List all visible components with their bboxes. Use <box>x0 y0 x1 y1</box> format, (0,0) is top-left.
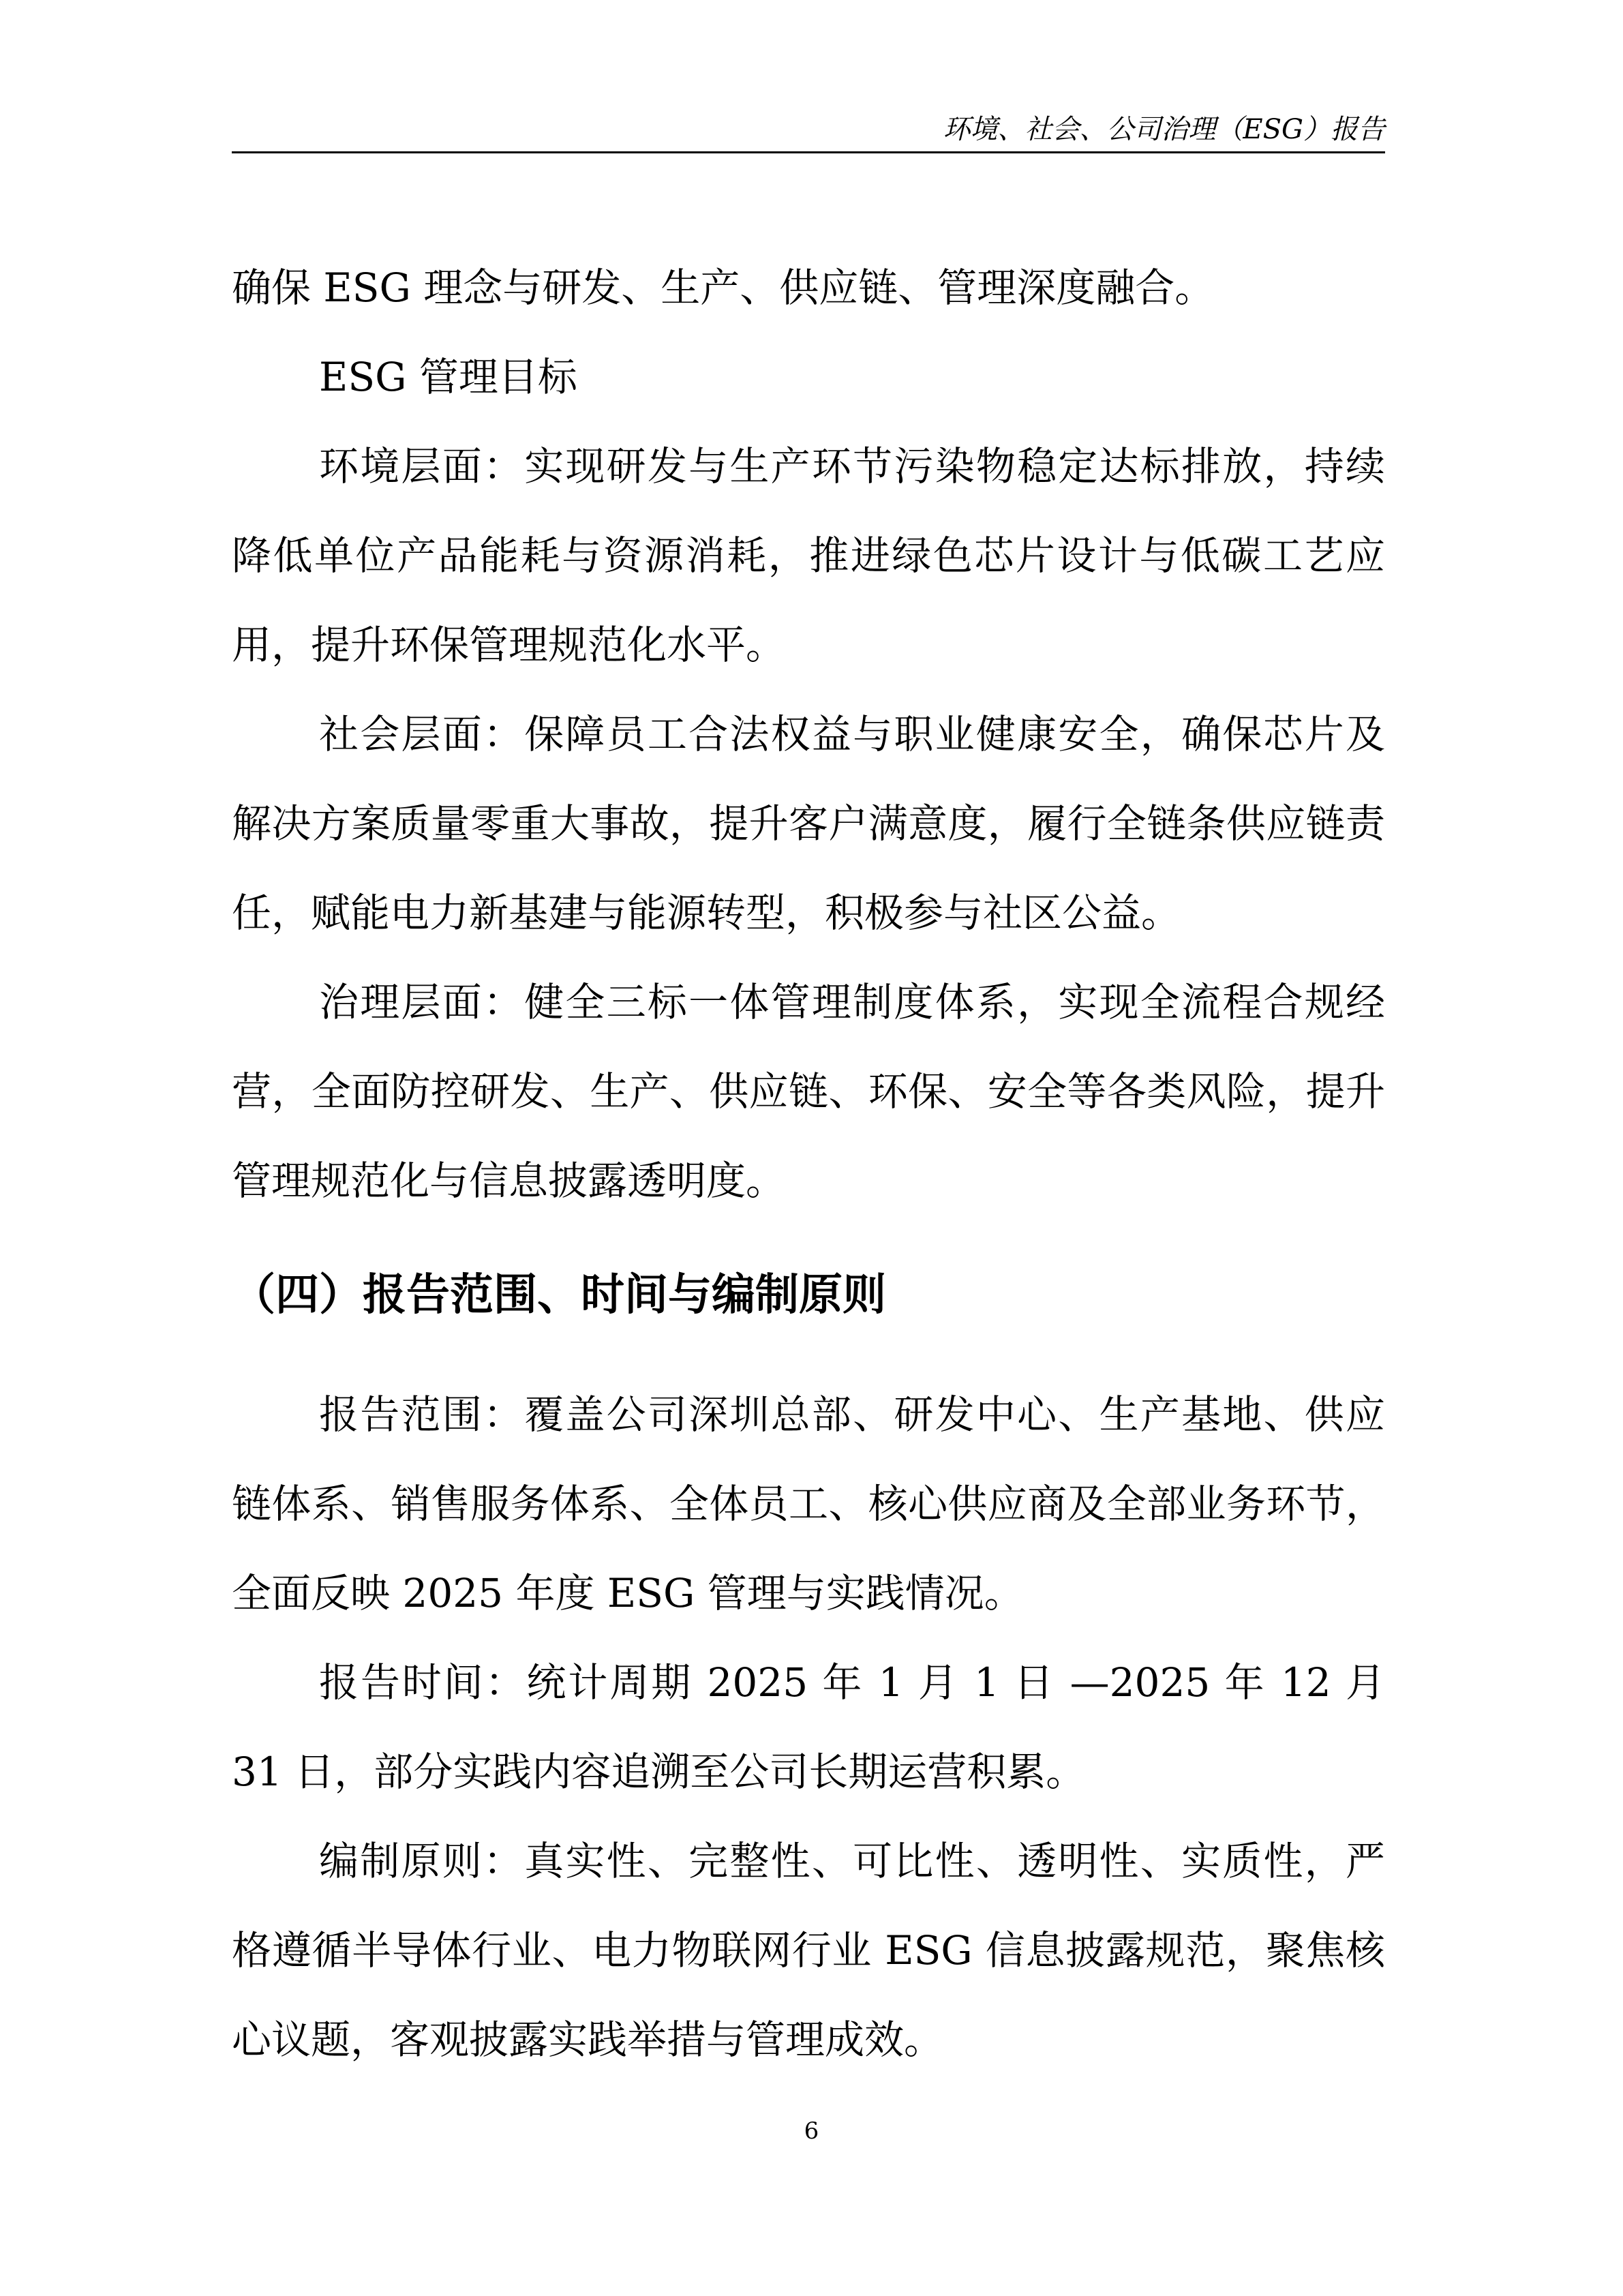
paragraph-environment: 环境层面：实现研发与生产环节污染物稳定达标排放，持续降低单位产品能耗与资源消耗，推进绿色芯片设计与低碳工艺应用，提升环保管理规范化水平。 <box>232 443 1385 668</box>
page-header <box>232 109 1385 153</box>
paragraph-continuation: 确保 ESG 理念与研发、生产、供应链、管理深度融合。 <box>232 265 1215 311</box>
paragraph-governance: 治理层面：健全三标一体管理制度体系，实现全流程合规经营，全面防控研发、生产、供应链、环保、安全等各类风险，提升管理规范化与信息披露透明度。 <box>232 979 1385 1204</box>
paragraph-report-scope: 报告范围：覆盖公司深圳总部、研发中心、生产基地、供应链体系、销售服务体系、全体员工、核心供应商及全部业务环节，全面反映 2025 年度 ESG 管理与实践情况。 <box>232 1391 1385 1616</box>
page-number: 6 <box>804 2117 819 2145</box>
paragraph-report-period: 报告时间：统计周期 2025 年 1 月 1 日 —2025 年 12 月 31 日，部分实践内容追溯至公司长期运营积累。 <box>232 1659 1385 1795</box>
paragraph-compilation-principles: 编制原则：真实性、完整性、可比性、透明性、实质性，严格遵循半导体行业、电力物联网行业 ESG 信息披露规范，聚焦核心议题，客观披露实践举措与管理成效。 <box>232 1838 1385 2063</box>
section-title: （四）报告范围、时间与编制原则 <box>232 1270 886 1320</box>
header-title: 环境、社会、公司治理（ESG）报告 <box>943 114 1385 145</box>
paragraph-esg-goals-heading: ESG 管理目标 <box>319 354 577 400</box>
document-body <box>232 243 1385 2085</box>
paragraph-social: 社会层面：保障员工合法权益与职业健康安全，确保芯片及解决方案质量零重大事故，提升客户满意度，履行全链条供应链责任，赋能电力新基建与能源转型，积极参与社区公益。 <box>232 711 1385 936</box>
